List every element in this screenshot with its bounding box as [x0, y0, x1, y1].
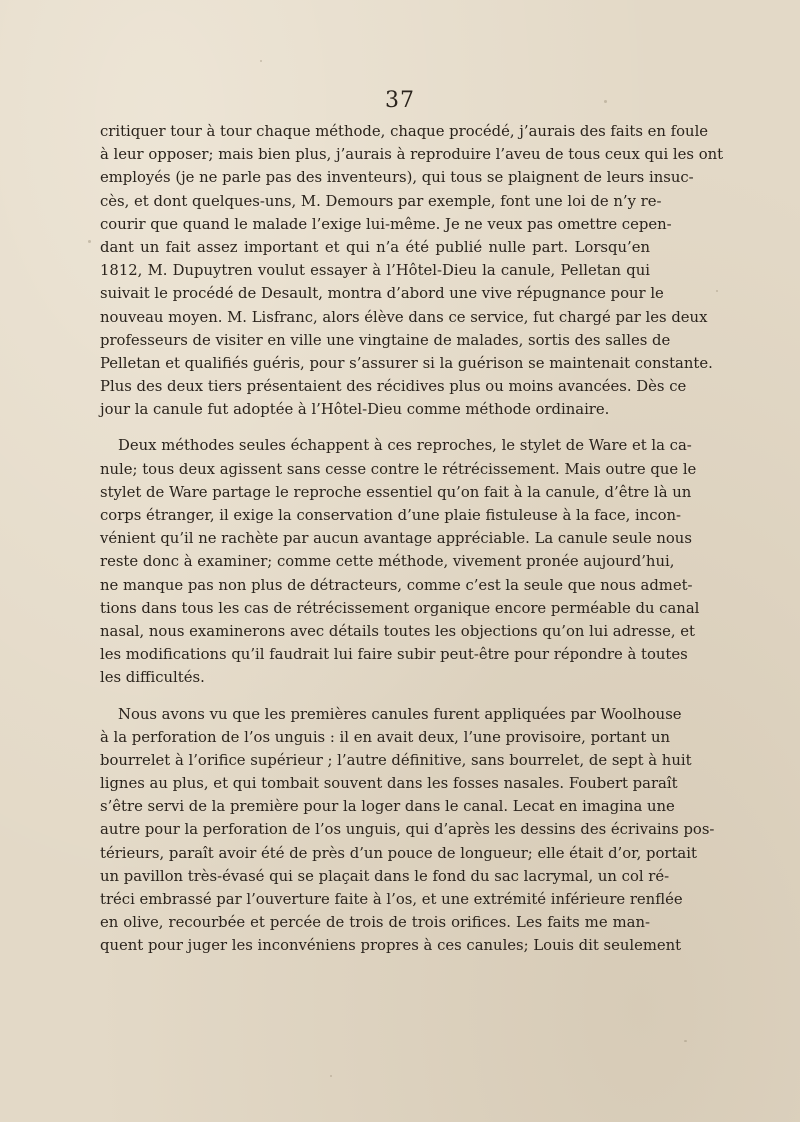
text-line: ne manque pas non plus de détracteurs, comme c’est la seule que nous admet-: [100, 576, 693, 594]
text-line: corps étranger, il exige la conservation d’une plaie fistuleuse à la face, incon-: [100, 507, 682, 524]
text-line: 1812, M. Dupuytren voulut essayer à l’Hôtel-Dieu la canule, Pelletan qui: [100, 262, 650, 280]
paper-speck: [260, 60, 262, 62]
text-line: autre pour la perforation de l’os unguis, qui d’après les dessins des écrivains pos-: [100, 821, 715, 839]
body-text: [100, 120, 724, 958]
paragraph: [100, 434, 700, 689]
paper-speck: [88, 240, 91, 243]
text-line: reste donc à examiner; comme cette méthode, vivement pronée aujourd’hui,: [100, 553, 675, 571]
paragraph-gap: [100, 690, 650, 703]
text-line: vénient qu’il ne rachète par aucun avantage appréciable. La canule seule nous: [100, 530, 692, 548]
text-line: les difficultés.: [100, 669, 205, 687]
text-line: nule; tous deux agissent sans cesse contre le rétrécissement. Mais outre que le: [100, 460, 697, 478]
text-line: Nous avons vu que les premières canules furent appliquées par Woolhouse: [118, 705, 682, 723]
text-line: à leur opposer; mais bien plus, j’aurais à reproduire l’aveu de tous ceux qui les ont: [100, 146, 724, 164]
text-line: lignes au plus, et qui tombait souvent dans les fosses nasales. Foubert paraît: [100, 775, 678, 793]
paragraph: [100, 120, 724, 421]
paper-speck: [684, 1040, 687, 1042]
text-line: Plus des deux tiers présentaient des récidives plus ou moins avancées. Dès ce: [100, 378, 687, 396]
text-line: les modifications qu’il faudrait lui faire subir peut-être pour répondre à toutes: [100, 646, 688, 664]
text-line: tions dans tous les cas de rétrécissement organique encore perméable du canal: [100, 599, 700, 617]
text-line: jour la canule fut adoptée à l’Hôtel-Dieu comme méthode ordinaire.: [100, 401, 610, 419]
text-line: térieurs, paraît avoir été de près d’un pouce de longueur; elle était d’or, portait: [100, 844, 697, 862]
text-line: un pavillon très-évasé qui se plaçait dans le fond du sac lacrymal, un col ré-: [100, 867, 670, 885]
text-line: nasal, nous examinerons avec détails toutes les objections qu’on lui adresse, et: [100, 622, 695, 640]
text-line: stylet de Ware partage le reproche essentiel qu’on fait à la canule, d’être là un: [100, 483, 692, 501]
text-line: Deux méthodes seules échappent à ces reproches, le stylet de Ware et la ca-: [118, 437, 692, 455]
text-line: dant un fait assez important et qui n’a été publié nulle part. Lorsqu’en: [100, 238, 650, 256]
text-line: quent pour juger les inconvéniens propres à ces canules; Louis dit seulement: [100, 937, 682, 955]
text-line: employés (je ne parle pas des inventeurs), qui tous se plaignent de leurs insuc-: [100, 169, 694, 187]
paragraph-gap: [100, 421, 650, 434]
text-line: en olive, recourbée et percée de trois de trois orifices. Les faits me man-: [100, 914, 650, 932]
text-line: à la perforation de l’os unguis : il en avait deux, l’une provisoire, portant un: [100, 728, 671, 746]
text-line: critiquer tour à tour chaque méthode, chaque procédé, j’aurais des faits en foule: [100, 123, 709, 140]
text-line: s’être servi de la première pour la loger dans le canal. Lecat en imagina une: [100, 798, 675, 816]
text-line: cès, et dont quelques-uns, M. Demours par exemple, font une loi de n’y re-: [100, 192, 662, 210]
page-number: 37: [385, 88, 415, 113]
text-line: Pelletan et qualifiés guéris, pour s’assurer si la guérison se maintenait constante.: [100, 354, 713, 372]
text-line: bourrelet à l’orifice supérieur ; l’autre définitive, sans bourrelet, de sept à huit: [100, 751, 692, 769]
paper-speck: [330, 1075, 332, 1077]
paper-speck: [716, 290, 718, 292]
text-line: courir que quand le malade l’exige lui-même. Je ne veux pas omettre cepen-: [100, 215, 672, 233]
text-line: professeurs de visiter en ville une vingtaine de malades, sortis des salles de: [100, 331, 671, 349]
text-line: suivait le procédé de Desault, montra d’abord une vive répugnance pour le: [100, 285, 664, 303]
text-line: tréci embrassé par l’ouverture faite à l’os, et une extrémité inférieure renflée: [100, 891, 683, 908]
text-line: nouveau moyen. M. Lisfranc, alors élève dans ce service, fut chargé par les deux: [100, 308, 708, 326]
paragraph: [100, 703, 715, 958]
